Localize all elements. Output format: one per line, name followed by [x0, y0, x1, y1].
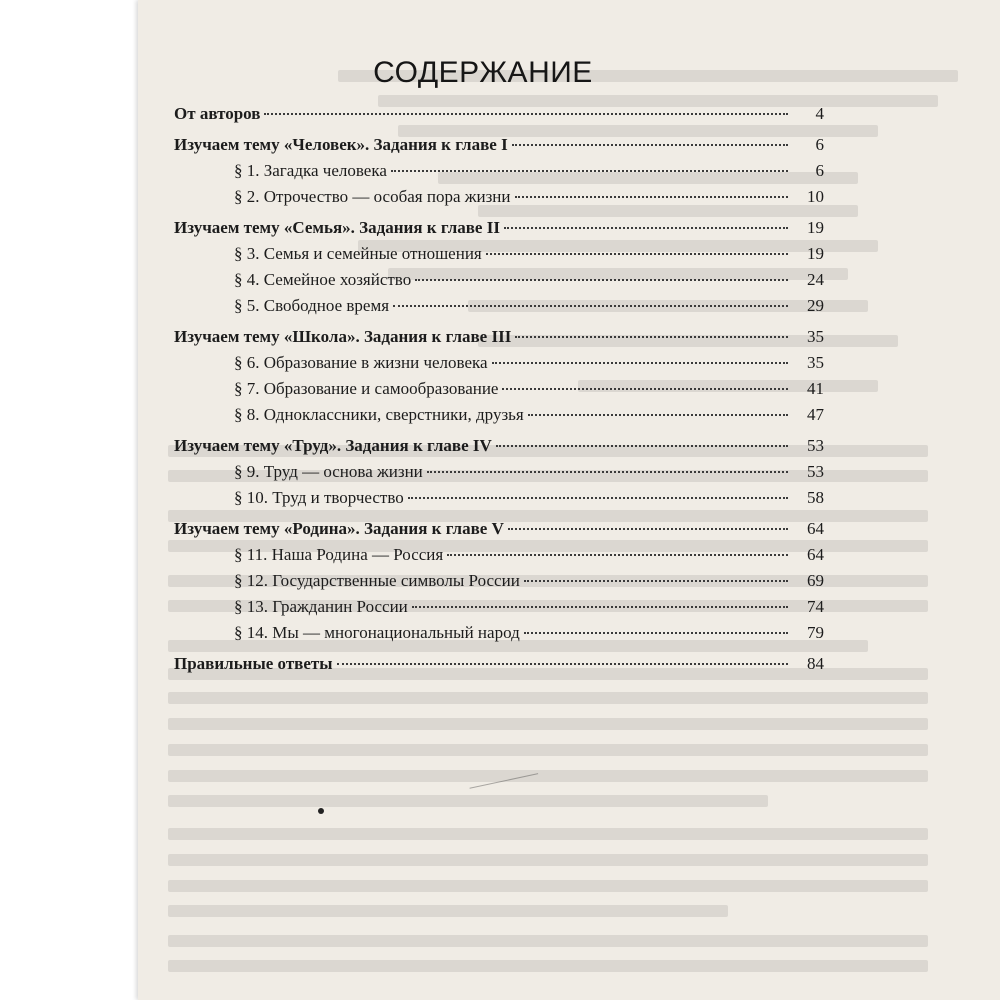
toc-entry-section [174, 462, 824, 488]
book-page [138, 0, 1000, 1000]
toc-entry-text: § 12. Государственные символы России [234, 571, 520, 590]
toc-entry-section [174, 187, 824, 213]
toc-entry-text: § 10. Труд и творчество [234, 488, 404, 507]
dot-leader [264, 113, 788, 115]
dot-leader [393, 305, 788, 307]
toc-entry-text: § 7. Образование и самообразование [234, 379, 499, 398]
toc-entry-text: Изучаем тему «Школа». Задания к главе III [174, 327, 512, 346]
toc-entry-page: 64 [807, 519, 824, 538]
dot-leader [412, 606, 788, 608]
table-of-contents [174, 104, 824, 680]
dot-leader [496, 445, 788, 447]
toc-entry-chapter-4 [174, 436, 824, 462]
toc-entry-page: 74 [807, 597, 824, 616]
toc-entry-page: 47 [807, 405, 824, 424]
toc-entry-section [174, 270, 824, 296]
toc-entry-authors [174, 104, 824, 130]
dot-leader [486, 253, 788, 255]
dot-leader [502, 388, 788, 390]
dot-leader [524, 580, 788, 582]
toc-entry-text: § 3. Семья и семейные отношения [234, 244, 482, 263]
toc-entry-page: 6 [815, 135, 824, 154]
toc-entry-page: 24 [807, 270, 824, 289]
dot-leader [504, 227, 788, 229]
toc-entry-page: 35 [807, 327, 824, 346]
toc-entry-page: 79 [807, 623, 824, 642]
dot-leader [528, 414, 788, 416]
toc-entry-text: § 14. Мы — многонациональный народ [234, 623, 520, 642]
dot-leader [408, 497, 788, 499]
toc-entry-page: 53 [807, 436, 824, 455]
toc-entry-page: 6 [815, 161, 824, 180]
toc-entry-text: Правильные ответы [174, 654, 333, 673]
toc-entry-section [174, 405, 824, 431]
toc-entry-chapter-3 [174, 327, 824, 353]
toc-entry-page: 35 [807, 353, 824, 372]
dot-leader [515, 336, 788, 338]
toc-entry-section [174, 545, 824, 571]
toc-entry-text: От авторов [174, 104, 261, 123]
toc-entry-text: § 8. Одноклассники, сверстники, друзья [234, 405, 524, 424]
dot-leader [337, 663, 788, 665]
toc-entry-page: 29 [807, 296, 824, 315]
dot-leader [512, 144, 788, 146]
page-title: СОДЕРЖАНИЕ [373, 56, 593, 89]
toc-entry-section [174, 597, 824, 623]
toc-entry-section [174, 161, 824, 187]
toc-entry-section [174, 296, 824, 322]
toc-entry-page: 69 [807, 571, 824, 590]
toc-entry-page: 64 [807, 545, 824, 564]
toc-entry-text: § 1. Загадка человека [234, 161, 387, 180]
ink-dot [318, 808, 324, 814]
toc-entry-text: § 6. Образование в жизни человека [234, 353, 488, 372]
toc-entry-page: 19 [807, 244, 824, 263]
dot-leader [515, 196, 788, 198]
toc-entry-section [174, 488, 824, 514]
dot-leader [427, 471, 788, 473]
toc-entry-section [174, 244, 824, 270]
toc-entry-text: § 13. Гражданин России [234, 597, 408, 616]
toc-entry-answers [174, 654, 824, 680]
toc-entry-chapter-2 [174, 218, 824, 244]
toc-entry-chapter-1 [174, 135, 824, 161]
dot-leader [492, 362, 788, 364]
toc-entry-text: § 2. Отрочество — особая пора жизни [234, 187, 511, 206]
paper-crease [470, 773, 547, 828]
toc-entry-text: § 4. Семейное хозяйство [234, 270, 412, 289]
toc-entry-section [174, 623, 824, 649]
toc-entry-chapter-5 [174, 519, 824, 545]
toc-entry-text: § 9. Труд — основа жизни [234, 462, 423, 481]
toc-entry-page: 58 [807, 488, 824, 507]
toc-entry-text: Изучаем тему «Семья». Задания к главе II [174, 218, 500, 237]
toc-entry-text: Изучаем тему «Человек». Задания к главе I [174, 135, 508, 154]
dot-leader [415, 279, 788, 281]
toc-entry-text: § 5. Свободное время [234, 296, 390, 315]
dot-leader [391, 170, 788, 172]
toc-entry-section [174, 571, 824, 597]
dot-leader [447, 554, 788, 556]
toc-entry-page: 10 [807, 187, 824, 206]
toc-entry-text: Изучаем тему «Родина». Задания к главе V [174, 519, 504, 538]
toc-entry-page: 53 [807, 462, 824, 481]
dot-leader [508, 528, 788, 530]
dot-leader [524, 632, 788, 634]
toc-entry-page: 19 [807, 218, 824, 237]
toc-entry-page: 4 [815, 104, 824, 123]
toc-entry-page: 84 [807, 654, 824, 673]
toc-entry-section [174, 353, 824, 379]
toc-entry-text: § 11. Наша Родина — Россия [234, 545, 444, 564]
toc-entry-page: 41 [807, 379, 824, 398]
toc-entry-section [174, 379, 824, 405]
toc-entry-text: Изучаем тему «Труд». Задания к главе IV [174, 436, 492, 455]
